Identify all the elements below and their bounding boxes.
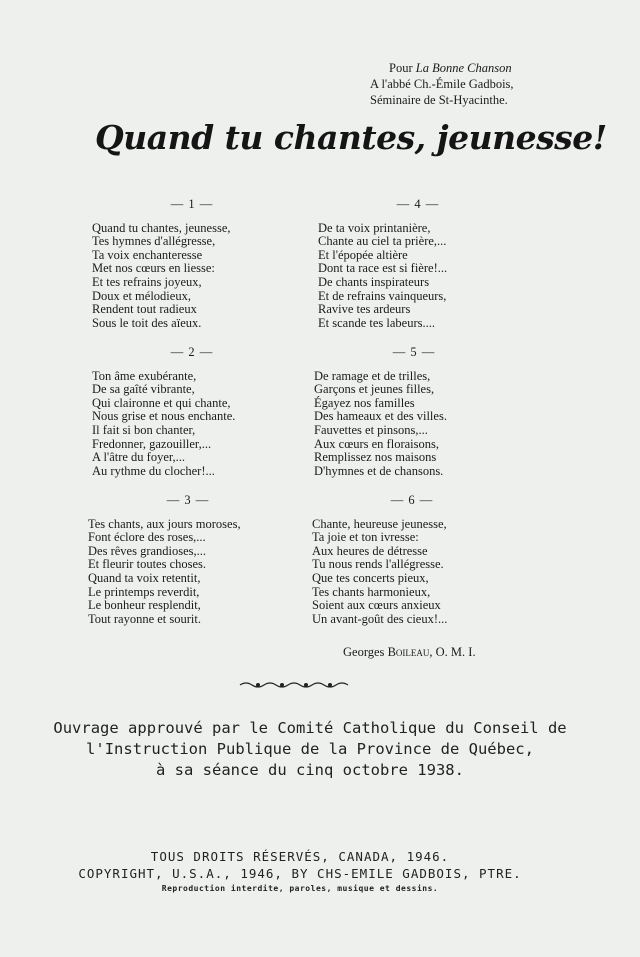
approval-line: Ouvrage approuvé par le Comité Catholique du Conseil de [53, 719, 567, 737]
dedication-line-1: Pour La Bonne Chanson [389, 61, 512, 75]
verse-line: Quand ta voix retentit, [88, 570, 201, 585]
verse-line: Des hameaux et des villes. [314, 409, 447, 424]
verse-line: Quand tu chantes, jeunesse, [92, 220, 231, 235]
approval-notice [40, 718, 580, 781]
verse-line: Le bonheur resplendit, [88, 598, 201, 613]
verse-line: Tes chants harmonieux, [312, 584, 431, 599]
stanza [88, 494, 288, 626]
verse-line: Au rythme du clocher!... [92, 463, 215, 478]
verse-line: Nous grise et nous enchante. [92, 409, 236, 424]
verse-line: Aux cœurs en floraisons, [314, 436, 439, 451]
approval-line: à sa séance du cinq octobre 1938. [156, 761, 464, 779]
verse-line: Et tes refrains joyeux, [92, 274, 202, 289]
bleed-through-decoration: ​ [260, 40, 280, 179]
dedication-line-3: Séminaire de St-Hyacinthe. [370, 93, 508, 107]
stanza [92, 346, 292, 478]
verse-line: Chante au ciel ta prière,... [318, 234, 447, 249]
verse-line: Et l'épopée altière [318, 247, 408, 262]
stanza [318, 198, 518, 330]
verse-line: Et de refrains vainqueurs, [318, 288, 447, 303]
stanza [312, 494, 512, 626]
verse-line: Rendent tout radieux [92, 302, 197, 317]
verse-line: Font éclore des roses,... [88, 530, 206, 545]
author-signature: Georges Boileau, O. M. I. [343, 645, 476, 659]
verse-line: Soient aux cœurs anxieux [312, 598, 441, 613]
song-title: Quand tu chantes, jeunesse! [95, 118, 607, 157]
verse-line: De ta voix printanière, [318, 220, 431, 235]
verse-line: D'hymnes et de chansons. [314, 463, 444, 478]
verse-line: De sa gaîté vibrante, [92, 382, 195, 397]
dedication-line-2: A l'abbé Ch.-Émile Gadbois, [370, 77, 514, 91]
verse-line: Et fleurir toutes choses. [88, 557, 207, 572]
reproduction-notice: Reproduction interdite, paroles, musique et dessins. [161, 884, 439, 893]
stanza-number: — 3 — [166, 493, 210, 507]
verse-line: Doux et mélodieux, [92, 288, 191, 303]
copyright-line: COPYRIGHT, U.S.A., 1946, BY CHS-EMILE GADBOIS, PTRE. [78, 866, 522, 881]
stanza [92, 198, 292, 330]
stanza-number: — 4 — [396, 197, 440, 211]
verse-line: De chants inspirateurs [318, 274, 430, 289]
verse-line: Tout rayonne et sourit. [88, 611, 201, 626]
verse-line: Fredonner, gazouiller,... [92, 436, 212, 451]
verse-line: Qui claironne et qui chante, [92, 395, 231, 410]
stanza-number: — 5 — [392, 345, 436, 359]
verse-line: Il fait si bon chanter, [92, 422, 196, 437]
verse-line: Met nos cœurs en liesse: [92, 261, 215, 276]
verse-line: Ravive tes ardeurs [318, 302, 411, 317]
verse-line: Chante, heureuse jeunesse, [312, 516, 447, 531]
rights-reserved: TOUS DROITS RÉSERVÉS, CANADA, 1946. [150, 849, 450, 864]
verse-line: Ta joie et ton ivresse: [312, 530, 419, 545]
stanza-number: — 1 — [170, 197, 214, 211]
verse-line: Ton âme exubérante, [92, 368, 197, 383]
dedication [370, 60, 570, 108]
verse-line: Tu nous rends l'allégresse. [312, 557, 444, 572]
verse-line: Ta voix enchanteresse [92, 247, 203, 262]
ornamental-divider-icon [236, 678, 356, 692]
verse-line: Tes hymnes d'allégresse, [92, 234, 216, 249]
stanza-number: — 2 — [170, 345, 214, 359]
stanza [314, 346, 514, 478]
verse-line: Garçons et jeunes filles, [314, 382, 435, 397]
stanza-number: — 6 — [390, 493, 434, 507]
verse-line: Que tes concerts pieux, [312, 570, 429, 585]
verse-line: Aux heures de détresse [312, 543, 428, 558]
verse-line: Un avant-goût des cieux!... [312, 611, 448, 626]
verse-line: Et scande tes labeurs.... [318, 315, 435, 330]
verse-line: Dont ta race est si fière!... [318, 261, 448, 276]
verse-line: A l'âtre du foyer,... [92, 450, 186, 465]
verse-line: Fauvettes et pinsons,... [314, 422, 428, 437]
verse-line: Des rêves grandioses,... [88, 543, 207, 558]
verse-line: Sous le toit des aïeux. [92, 315, 202, 330]
verse-line: De ramage et de trilles, [314, 368, 431, 383]
verse-line: Égayez nos familles [314, 395, 415, 410]
verse-line: Tes chants, aux jours moroses, [88, 516, 241, 531]
verse-line: Remplissez nos maisons [314, 450, 437, 465]
approval-line: l'Instruction Publique de la Province de Québec, [86, 740, 534, 758]
copyright-block [30, 848, 570, 896]
verse-line: Le printemps reverdit, [88, 584, 200, 599]
